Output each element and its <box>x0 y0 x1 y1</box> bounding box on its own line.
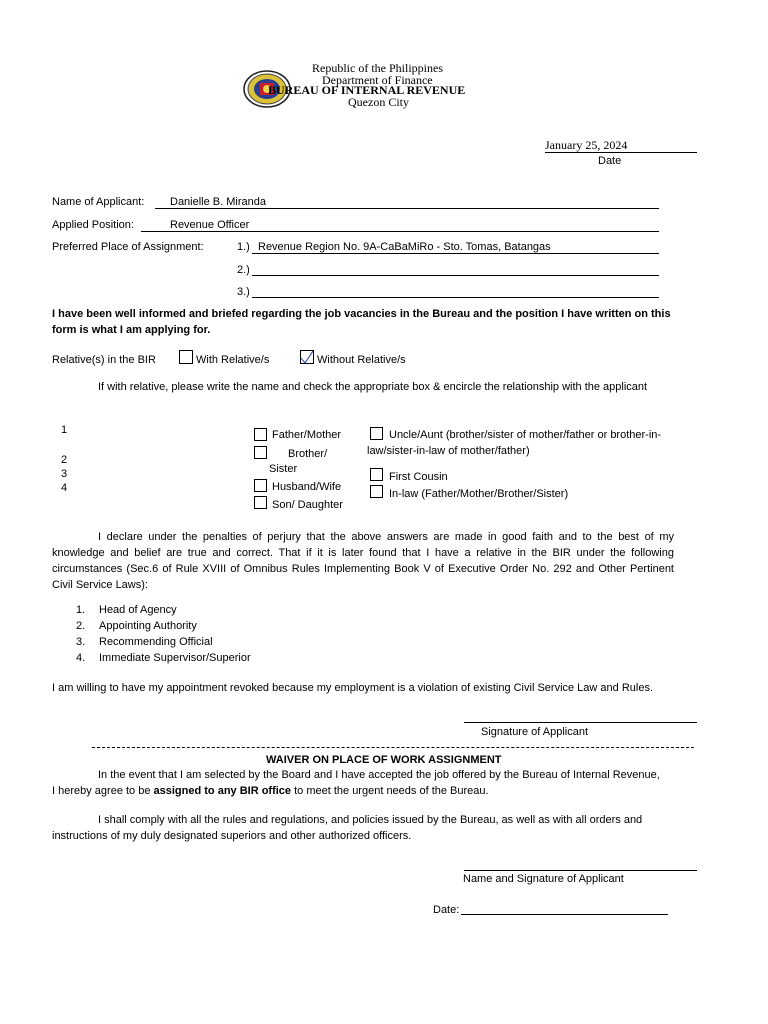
waiver-title: WAIVER ON PLACE OF WORK ASSIGNMENT <box>266 754 502 766</box>
waiver-p1-c: to meet the urgent needs of the Bureau. <box>291 785 489 797</box>
circumstance-3: Recommending Official <box>99 636 213 648</box>
position-line <box>141 231 659 232</box>
relatives-instruction: If with relative, please write the name and check the appropriate box & encircle the relationship with the applicant <box>98 381 648 393</box>
name-signature-label: Name and Signature of Applicant <box>463 873 624 885</box>
signature-label: Signature of Applicant <box>481 726 589 738</box>
date-line <box>545 152 697 153</box>
father-mother-checkbox[interactable] <box>254 428 267 441</box>
name-signature-line <box>464 870 697 871</box>
assignment-1-line <box>252 253 659 254</box>
statement: I have been well informed and briefed regarding the job vacancies in the Bureau and the position I have written on this form is what I am applying for. <box>52 308 671 336</box>
relative-number-3: 3 <box>61 468 68 480</box>
uncle-aunt-label: Uncle/Aunt (brother/sister of mother/father or brother-in- <box>389 429 662 441</box>
assignment-1-value[interactable]: Revenue Region No. 9A-CaBaMiRo - Sto. Tomas, Batangas <box>258 241 551 253</box>
header-republic: Republic of the Philippines <box>312 61 443 75</box>
relative-number-2: 2 <box>61 454 68 466</box>
in-law-checkbox[interactable] <box>370 485 383 498</box>
brother-sister-checkbox[interactable] <box>254 446 267 459</box>
without-relative-label: Without Relative/s <box>317 354 406 366</box>
check-mark-icon <box>300 350 314 364</box>
relative-number-4: 4 <box>61 482 68 494</box>
position-value[interactable]: Revenue Officer <box>170 219 250 231</box>
position-label: Applied Position: <box>52 219 134 231</box>
waiver-date-line <box>461 914 668 915</box>
with-relative-label: With Relative/s <box>196 354 270 366</box>
relative-number-1: 1 <box>61 424 68 436</box>
revocation: I am willing to have my appointment revoked because my employment is a violation of existing Civil Service Law and Rules. <box>52 682 654 694</box>
assignment-2-line <box>252 275 659 276</box>
son-daughter-checkbox[interactable] <box>254 496 267 509</box>
name-value[interactable]: Danielle B. Miranda <box>170 196 266 208</box>
assignment-2-num: 2.) <box>237 264 250 276</box>
first-cousin-label: First Cousin <box>389 471 448 483</box>
uncle-aunt-label-cont: law/sister-in-law of mother/father) <box>367 445 530 457</box>
relatives-label: Relative(s) in the BIR <box>52 354 156 366</box>
circumstance-1: Head of Agency <box>99 604 177 616</box>
header-city: Quezon City <box>348 95 409 109</box>
circumstance-2: Appointing Authority <box>99 620 197 632</box>
name-label: Name of Applicant: <box>52 196 145 208</box>
assignment-label: Preferred Place of Assignment: <box>52 241 204 253</box>
waiver-paragraph-1 <box>52 767 662 799</box>
first-cousin-checkbox[interactable] <box>370 468 383 481</box>
in-law-label: In-law (Father/Mother/Brother/Sister) <box>389 488 569 500</box>
circumstance-1-num: 1. <box>76 604 86 616</box>
header-bureau: BUREAU OF INTERNAL REVENUE <box>268 83 466 97</box>
uncle-aunt-checkbox[interactable] <box>370 427 383 440</box>
circumstance-3-num: 3. <box>76 636 86 648</box>
without-relative-checkbox[interactable] <box>300 350 314 364</box>
with-relative-checkbox[interactable] <box>179 350 193 364</box>
waiver-p1-b: assigned to any BIR office <box>153 785 292 797</box>
waiver-paragraph-2: I shall comply with all the rules and regulations, and policies issued by the Bureau, as well as with all orders and instructions of my duly designated superiors and other authorized officers. <box>52 814 643 842</box>
brother-label: Brother/ <box>288 448 328 460</box>
header-department: Department of Finance <box>322 73 433 87</box>
declaration: I declare under the penalties of perjury that the above answers are made in good faith and to the best of my knowledge and belief are true and correct. That if it is later found that I have a relative in the BIR under the following circumstances (Sec.6 of Rule XVIII of Omnibus Rules Implementing Book V of Executive Order No. 292 and Other Pertinent Civil Service Laws): <box>52 531 674 591</box>
circumstance-4-num: 4. <box>76 652 86 664</box>
assignment-3-line <box>252 297 659 298</box>
name-line <box>155 208 659 209</box>
waiver-divider <box>92 747 694 748</box>
sister-label: Sister <box>269 463 298 475</box>
waiver-date-label: Date: <box>433 904 460 916</box>
waiver-p1-a: In the event that I am selected by the Board and I have accepted the job offered by the Bureau of Internal Revenue, I hereby agree to be <box>52 769 660 797</box>
date-label: Date <box>598 155 622 167</box>
assignment-1-num: 1.) <box>237 241 250 253</box>
husband-wife-label: Husband/Wife <box>272 481 342 493</box>
assignment-3-num: 3.) <box>237 286 250 298</box>
son-daughter-label: Son/ Daughter <box>272 499 343 511</box>
circumstance-2-num: 2. <box>76 620 86 632</box>
husband-wife-checkbox[interactable] <box>254 479 267 492</box>
father-mother-label: Father/Mother <box>272 429 342 441</box>
date-value: January 25, 2024 <box>545 138 628 152</box>
circumstance-4: Immediate Supervisor/Superior <box>99 652 251 664</box>
signature-line <box>464 722 697 723</box>
